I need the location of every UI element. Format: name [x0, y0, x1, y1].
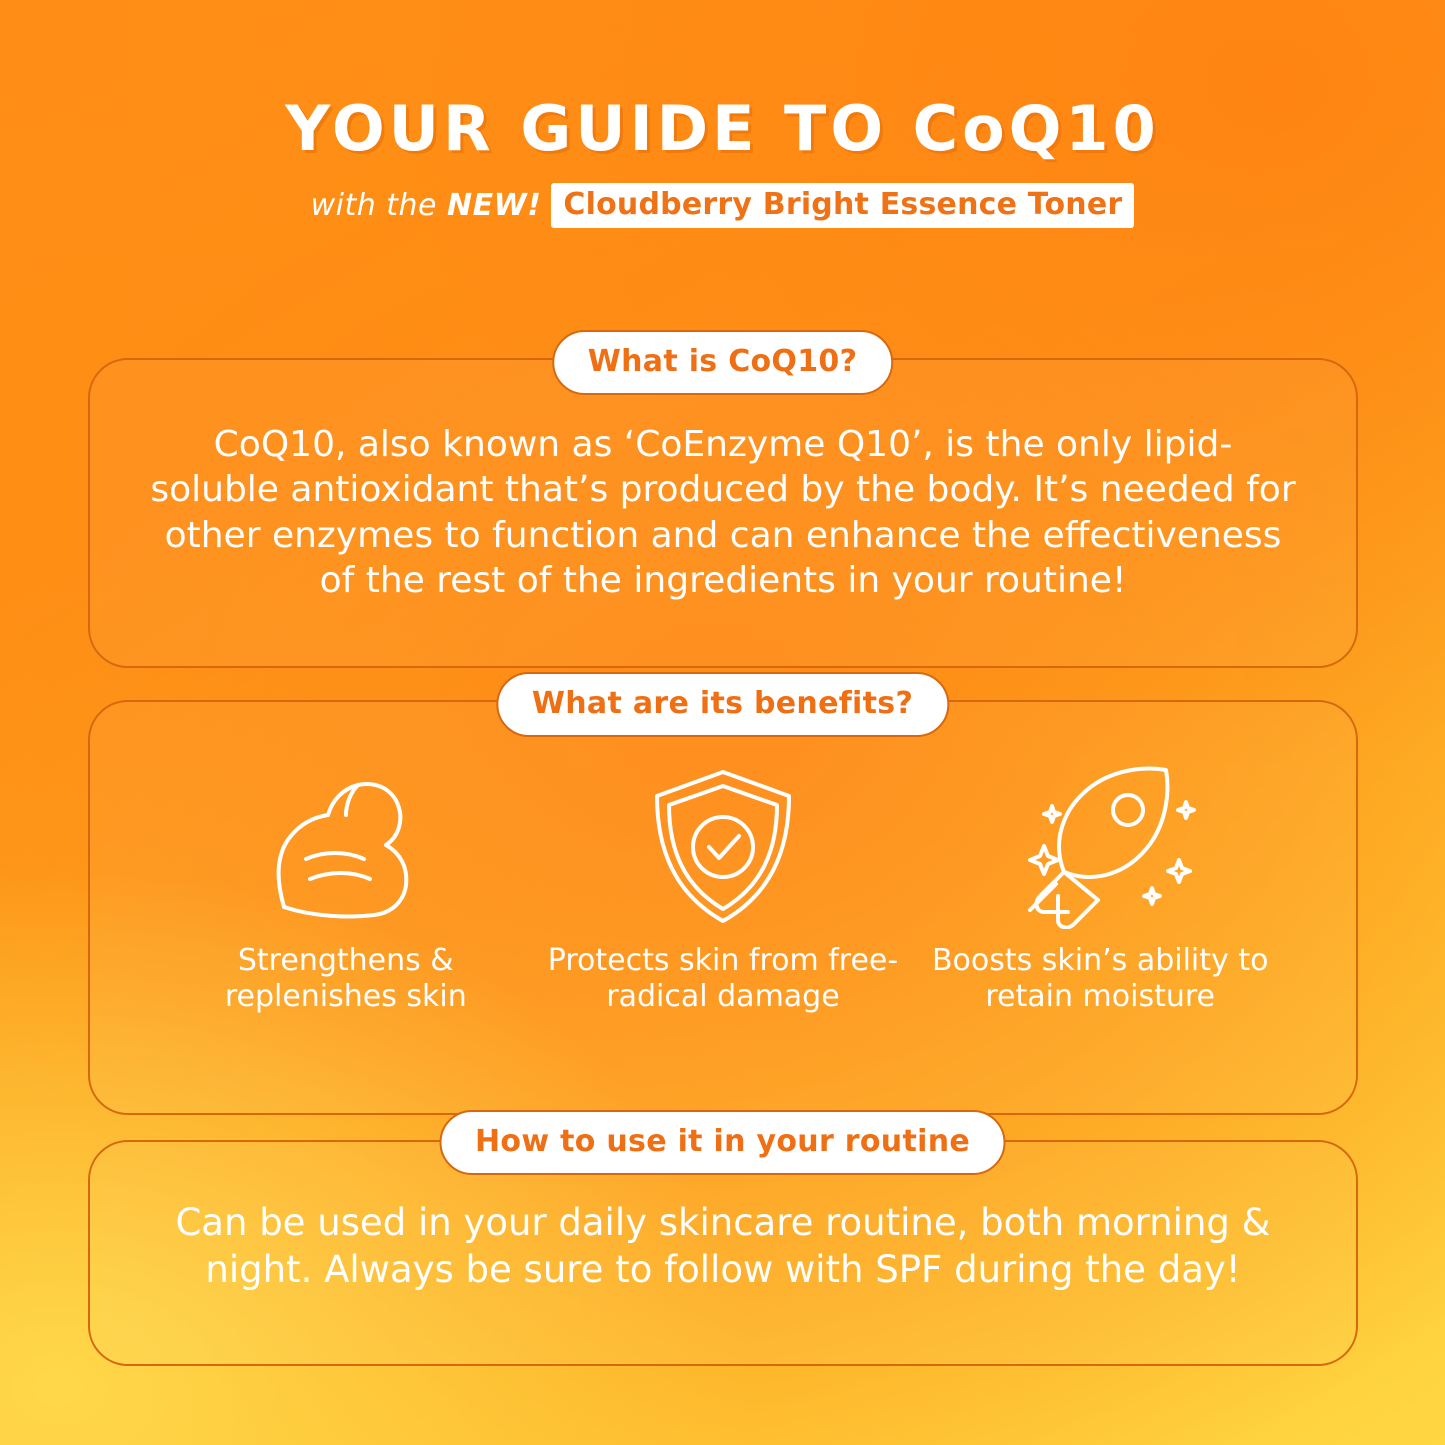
benefits-grid [90, 702, 1356, 1015]
flexed-bicep-icon [160, 764, 532, 929]
section-pill-what-is: What is CoQ10? [552, 330, 894, 395]
subtitle-product-name: Cloudberry Bright Essence Toner [551, 183, 1134, 228]
section-pill-routine: How to use it in your routine [439, 1110, 1006, 1175]
what-is-body-text: CoQ10, also known as ‘CoEnzyme Q10’, is the only lipid-soluble antioxidant that’s produced by the body. It’s needed for other enzymes to function and can enhance the effectiveness of the rest of the ingredients in your routine! [150, 424, 1296, 602]
subtitle [0, 183, 1445, 228]
benefit-label: Protects skin from free-radical damage [547, 943, 899, 1014]
subtitle-prefix-text: with the [310, 188, 448, 224]
subtitle-new-badge: NEW! [447, 188, 542, 224]
subtitle-prefix [311, 188, 552, 223]
section-card-benefits [88, 700, 1358, 1115]
header [0, 92, 1445, 228]
rocket-icon [914, 764, 1286, 929]
benefit-label: Strengthens & replenishes skin [224, 943, 467, 1014]
shield-check-icon [537, 764, 909, 929]
section-card-what-is [88, 358, 1358, 668]
section-pill-benefits: What are its benefits? [496, 672, 949, 737]
benefit-item [537, 764, 909, 1015]
benefit-item [914, 764, 1286, 1015]
benefit-item [160, 764, 532, 1015]
page-title: YOUR GUIDE TO CoQ10 [285, 92, 1160, 165]
benefit-label: Boosts skin’s ability to retain moisture [931, 943, 1269, 1014]
routine-body-text: Can be used in your daily skincare routine, both morning & night. Always be sure to follow with SPF during the day! [175, 1201, 1271, 1291]
